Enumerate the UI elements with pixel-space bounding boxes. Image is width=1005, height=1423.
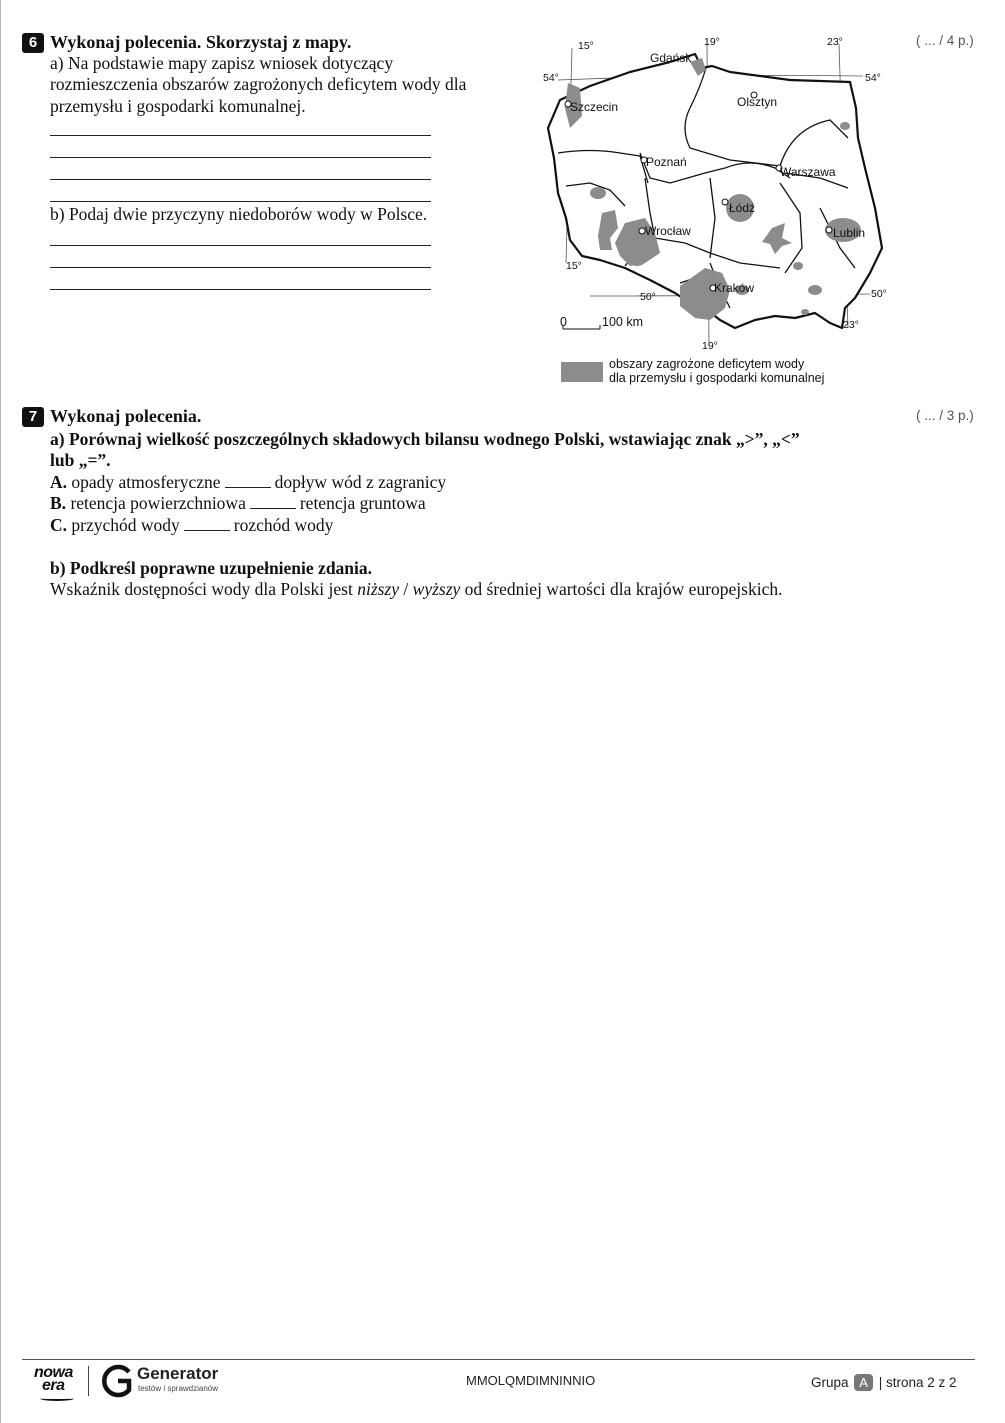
city-label-olsztyn: Olsztyn <box>737 95 778 109</box>
legend-swatch <box>561 362 603 382</box>
degree-label: 54° <box>865 72 881 84</box>
answer-line[interactable] <box>50 267 431 268</box>
task-title: Wykonaj polecenia. Skorzystaj z mapy. <box>50 32 352 52</box>
answer-line[interactable] <box>50 289 431 290</box>
option-wyzszy[interactable]: wyższy <box>412 579 461 599</box>
comparison-item-b: B. retencja powierzchniowa retencja gruntowa <box>50 493 426 513</box>
city-label-lublin: Lublin <box>833 226 866 240</box>
scale-label: 100 km <box>602 315 643 329</box>
answer-line[interactable] <box>50 135 431 136</box>
answer-blank[interactable] <box>225 473 271 488</box>
task-7b-sentence: Wskaźnik dostępności wody dla Polski jest niższy / wyższy od średniej wartości dla krajów europejskich. <box>50 579 783 599</box>
answer-line[interactable] <box>50 245 431 246</box>
legend-line-2: dla przemysłu i gospodarki komunalnej <box>609 371 825 385</box>
task-7b-heading: b) Podkreśl poprawne uzupełnienie zdania. <box>50 558 373 578</box>
answer-line[interactable] <box>50 201 431 202</box>
task-7a-heading-line-1: a) Porównaj wielkość poszczególnych składowych bilansu wodnego Polski, wstawiając znak „>”, „<” <box>50 429 800 449</box>
task-6a-line-2: rozmieszczenia obszarów zagrożonych deficytem wody dla <box>50 74 467 94</box>
city-label-warszawa: Warszawa <box>780 165 836 179</box>
degree-label: 19° <box>702 340 718 352</box>
page-info: Grupa A | strona 2 z 2 <box>811 1375 957 1390</box>
answer-blank[interactable] <box>184 516 230 531</box>
city-label-szczecin: Szczecin <box>570 100 619 114</box>
group-badge: A <box>854 1374 873 1391</box>
city-label-gdansk: Gdańsk <box>650 51 692 65</box>
footer-divider <box>22 1359 975 1360</box>
degree-label: 23° <box>827 36 843 48</box>
answer-line[interactable] <box>50 157 431 158</box>
logo-divider <box>88 1366 89 1396</box>
nowa-era-logo: nowa era <box>30 1364 80 1402</box>
task-6a-line-1: a) Na podstawie mapy zapisz wniosek dotyczący <box>50 53 394 73</box>
page-edge <box>0 0 1 1423</box>
degree-label: 15° <box>566 260 582 272</box>
task-6b-text: b) Podaj dwie przyczyny niedoborów wody w Polsce. <box>50 204 428 224</box>
task-7-points: ( ... / 3 p.) <box>916 408 974 423</box>
task-number: 7 <box>22 407 44 427</box>
city-label-krakow: Kraków <box>714 281 755 295</box>
degree-label: 50° <box>871 288 887 300</box>
scale-bar <box>563 325 600 329</box>
city-label-wroclaw: Wrocław <box>645 224 691 238</box>
degree-label: 54° <box>543 72 559 84</box>
answer-blank[interactable] <box>250 494 296 509</box>
legend-line-1: obszary zagrożone deficytem wody <box>609 357 805 371</box>
answer-line[interactable] <box>50 179 431 180</box>
task-6a-line-3: przemysłu i gospodarki komunalnej. <box>50 96 306 116</box>
task-title: Wykonaj polecenia. <box>50 406 202 426</box>
comparison-item-a: A. opady atmosferyczne dopływ wód z zagranicy <box>50 472 447 492</box>
document-code: MMOLQMDIMNINNIO <box>466 1373 596 1388</box>
degree-label: 15° <box>578 40 594 52</box>
task-6-points: ( ... / 4 p.) <box>916 33 974 48</box>
task-7a-heading-line-2: lub „=”. <box>50 450 111 470</box>
degree-label: 50° <box>640 291 656 303</box>
degree-label: 19° <box>704 36 720 48</box>
city-label-lodz: Łódź <box>729 201 756 215</box>
comparison-item-c: C. przychód wody rozchód wody <box>50 515 334 535</box>
poland-water-deficit-map <box>530 28 900 390</box>
generator-logo-icon <box>99 1364 135 1398</box>
option-nizszy[interactable]: niższy <box>357 579 400 599</box>
task-number: 6 <box>22 33 44 53</box>
generator-title: Generator <box>137 1364 219 1383</box>
generator-subtitle: testów i sprawdzianów <box>138 1384 219 1393</box>
city-label-poznan: Poznań <box>646 155 687 169</box>
degree-label: 23° <box>843 319 859 331</box>
scale-zero: 0 <box>560 315 567 329</box>
